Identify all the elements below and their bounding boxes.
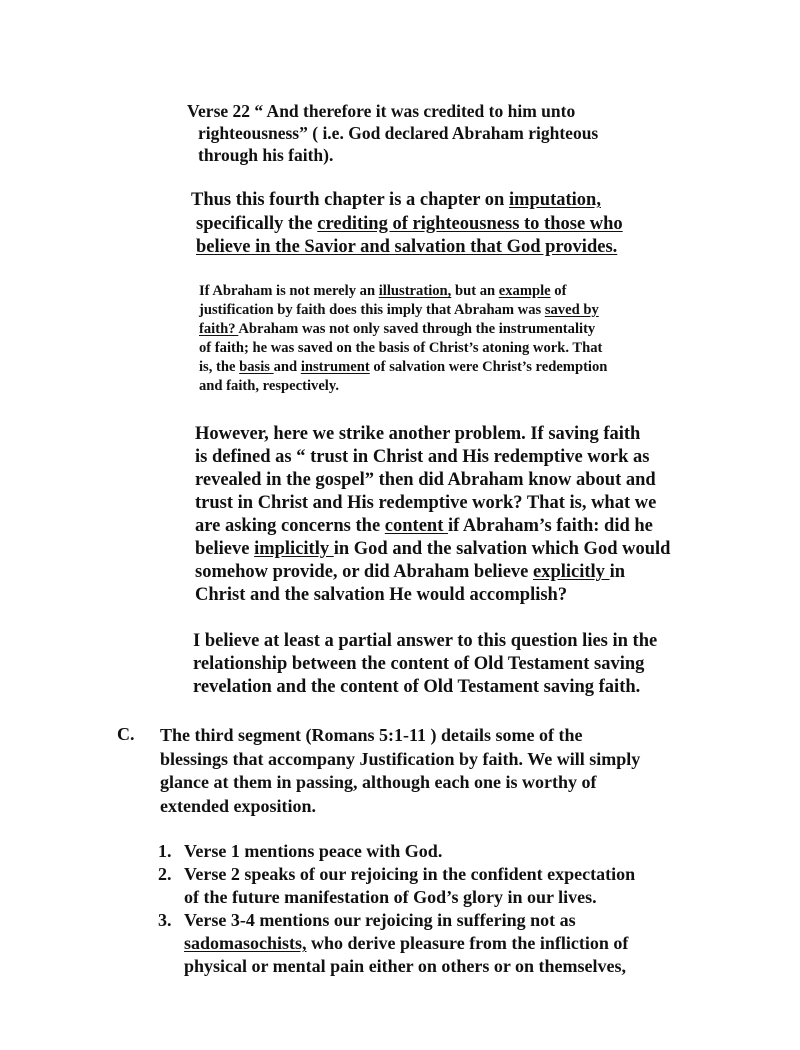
text-line: of the future manifestation of God’s glory in our lives. bbox=[184, 887, 597, 907]
text-line: glance at them in passing, although each one is worthy of bbox=[160, 772, 597, 792]
text-run: of bbox=[550, 283, 567, 299]
text-run: believe bbox=[195, 539, 255, 559]
text-line: Verse 22 “ And therefore it was credited to him unto bbox=[187, 101, 576, 121]
text-line: physical or mental pain either on others or on themselves, bbox=[184, 956, 626, 976]
text-line bbox=[195, 515, 670, 538]
text-run: are asking concerns the bbox=[195, 516, 385, 536]
text-line bbox=[191, 213, 623, 237]
text-line: Verse 2 speaks of our rejoicing in the confident expectation bbox=[184, 864, 636, 884]
underlined-term: instrument bbox=[300, 359, 370, 375]
text-line bbox=[199, 358, 607, 377]
text-line: trust in Christ and His redemptive work? That is, what we bbox=[195, 493, 657, 513]
imputation-paragraph bbox=[191, 189, 623, 260]
text-line: extended exposition. bbox=[160, 795, 317, 816]
text-run: but an bbox=[451, 283, 499, 299]
text-line: and faith, respectively. bbox=[199, 378, 339, 394]
section-c-paragraph bbox=[160, 724, 640, 818]
text-run: Abraham was not only saved through the instrumentality bbox=[238, 321, 596, 337]
text-line: Verse 3-4 mentions our rejoicing in suffering not as bbox=[184, 910, 576, 930]
underlined-term: imputation, bbox=[508, 190, 601, 210]
section-c-marker: C. bbox=[117, 724, 135, 744]
underlined-term: explicitly bbox=[533, 562, 610, 582]
list-number: 3. bbox=[158, 910, 172, 930]
text-line: revealed in the gospel” then did Abraham know about and bbox=[195, 470, 656, 490]
text-line bbox=[191, 189, 623, 213]
list-number: 1. bbox=[158, 841, 172, 861]
underlined-term: illustration, bbox=[378, 283, 452, 299]
text-run: in bbox=[609, 562, 625, 582]
text-run: in God and the salvation which God would bbox=[333, 539, 671, 559]
text-line bbox=[195, 538, 670, 561]
text-run: Thus this fourth chapter is a chapter on bbox=[191, 190, 509, 210]
text-line: of faith; he was saved on the basis of Christ’s atoning work. That bbox=[199, 340, 603, 356]
list-item bbox=[158, 840, 635, 863]
blessings-list bbox=[158, 840, 635, 978]
partial-answer-paragraph bbox=[193, 630, 657, 699]
text-run: somehow provide, or did Abraham believe bbox=[195, 562, 533, 582]
underlined-term: sadomasochists, bbox=[184, 933, 307, 953]
text-line: is defined as “ trust in Christ and His redemptive work as bbox=[195, 447, 650, 467]
text-run: If Abraham is not merely an bbox=[199, 283, 379, 299]
abraham-example-paragraph bbox=[199, 282, 607, 396]
text-line: revelation and the content of Old Testament saving faith. bbox=[193, 677, 641, 697]
underlined-term: faith? bbox=[199, 321, 239, 337]
underlined-term: implicitly bbox=[254, 539, 334, 559]
text-line bbox=[184, 932, 635, 955]
text-line: Christ and the salvation He would accomplish? bbox=[195, 585, 568, 605]
list-item bbox=[158, 909, 635, 978]
text-run: justification by faith does this imply that Abraham was bbox=[199, 302, 545, 318]
text-line: Verse 1 mentions peace with God. bbox=[184, 841, 443, 861]
text-run: is, the bbox=[199, 359, 240, 375]
text-line: through his faith). bbox=[198, 145, 334, 165]
text-line bbox=[191, 236, 623, 260]
text-line bbox=[199, 282, 607, 301]
verse-22-paragraph bbox=[187, 100, 598, 166]
text-line: relationship between the content of Old Testament saving bbox=[193, 654, 645, 674]
text-run: who derive pleasure from the infliction of bbox=[306, 933, 629, 953]
underlined-phrase: crediting of righteousness to those who bbox=[317, 213, 623, 234]
text-line: righteousness” ( i.e. God declared Abraham righteous bbox=[198, 123, 599, 143]
problem-paragraph bbox=[195, 423, 670, 607]
text-run: specifically the bbox=[196, 213, 318, 234]
text-run: and bbox=[273, 359, 301, 375]
text-run: if Abraham’s faith: did he bbox=[448, 516, 653, 536]
text-line: The third segment (Romans 5:1-11 ) details some of the bbox=[160, 725, 583, 745]
text-line bbox=[199, 301, 607, 320]
text-run: of salvation were Christ’s redemption bbox=[369, 359, 608, 375]
text-line: I believe at least a partial answer to this question lies in the bbox=[193, 631, 658, 651]
underlined-term: example bbox=[498, 283, 551, 299]
underlined-phrase: believe in the Savior and salvation that God provides. bbox=[196, 237, 618, 257]
text-line bbox=[195, 561, 670, 584]
text-line: blessings that accompany Justification by faith. We will simply bbox=[160, 748, 641, 769]
list-item bbox=[158, 863, 635, 909]
text-line: However, here we strike another problem. If saving faith bbox=[195, 424, 641, 444]
text-line bbox=[199, 320, 607, 339]
underlined-term: basis bbox=[239, 359, 274, 375]
underlined-term: content bbox=[384, 516, 448, 536]
list-number: 2. bbox=[158, 864, 172, 884]
underlined-term: saved by bbox=[544, 302, 599, 318]
